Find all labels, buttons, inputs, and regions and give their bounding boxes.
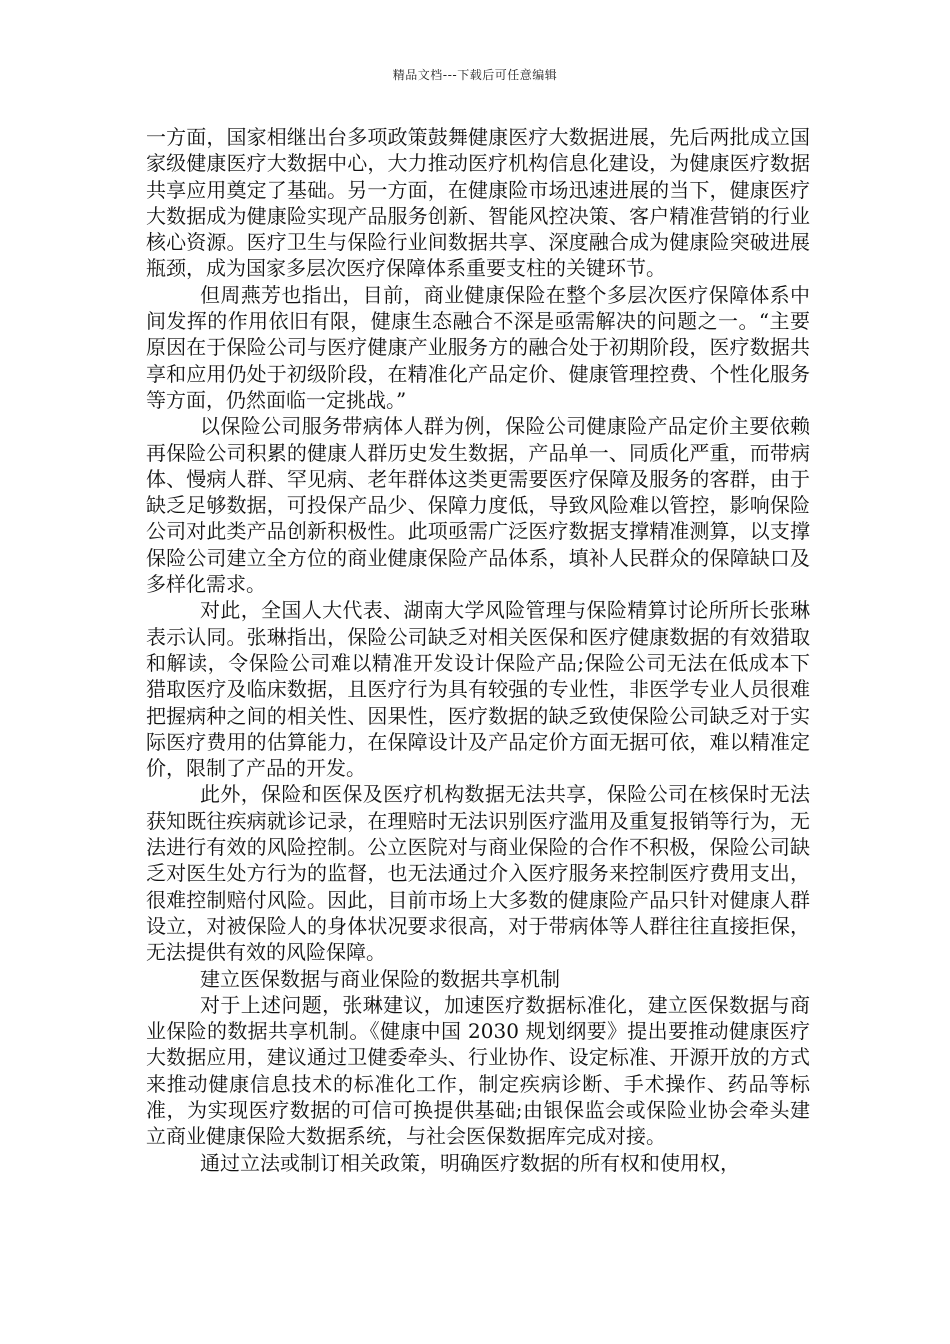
section-heading: 建立医保数据与商业保险的数据共享机制 (200, 966, 560, 991)
paragraph-7: 通过立法或制订相关政策，明确医疗数据的所有权和使用权， (200, 1150, 740, 1175)
paragraph-1: 一方面，国家相继出台多项政策鼓舞健康医疗大数据进展，先后两批成立国家级健康医疗大数据中心，大力推动医疗机构信息化建设，为健康医疗数据共享应用奠定了基础。另一方面，在健康险市场迅速进展的当下，健康医疗大数据成为健康险实现产品服务创新、智能风控决策、客户精准营销的行业核心资源。医疗卫生与保险行业间数据共享、深度融合成为健康险突破进展瓶颈，成为国家多层次医疗保障体系重要支柱的关键环节。 (146, 125, 810, 281)
paragraph-6: 对于上述问题，张琳建议，加速医疗数据标准化，建立医保数据与商业保险的数据共享机制。《健康中国 2030 规划纲要》提出要推动健康医疗大数据应用，建议通过卫健委牵头、行业协作、设定标准、开源开放的方式来推动健康信息技术的标准化工作，制定疾病诊断、手术操作、药品等标准，为实现医疗数据的可信可换提供基础;由银保监会或保险业协会牵头建立商业健康保险大数据系统，与社会医保数据库完成对接。 (146, 992, 810, 1149)
page-header: 精品文档---下载后可任意编辑 (392, 68, 558, 82)
paragraph-5: 此外，保险和医保及医疗机构数据无法共享，保险公司在核保时无法获知既往疾病就诊记录，在理赔时无法识别医疗滥用及重复报销等行为，无法进行有效的风险控制。公立医院对与商业保险的合作不积极，保险公司缺乏对医生处方行为的监督，也无法通过介入医疗服务来控制医疗费用支出，很难控制赔付风险。因此，目前市场上大多数的健康险产品只针对健康人群设立，对被保险人的身体状况要求很高，对于带病体等人群往往直接拒保，无法提供有效的风险保障。 (146, 782, 810, 965)
paragraph-2: 但周燕芳也指出，目前，商业健康保险在整个多层次医疗保障体系中间发挥的作用依旧有限，健康生态融合不深是亟需解决的问题之一。“主要原因在于保险公司与医疗健康产业服务方的融合处于初期阶段，医疗数据共享和应用仍处于初级阶段，在精准化产品定价、健康管理控费、个性化服务等方面，仍然面临一定挑战。” (146, 282, 810, 412)
paragraph-4: 对此，全国人大代表、湖南大学风险管理与保险精算讨论所所长张琳表示认同。张琳指出，保险公司缺乏对相关医保和医疗健康数据的有效猎取和解读，令保险公司难以精准开发设计保险产品;保险公司无法在低成本下猎取医疗及临床数据，且医疗行为具有较强的专业性，非医学专业人员很难把握病种之间的相关性、因果性，医疗数据的缺乏致使保险公司缺乏对于实际医疗费用的估算能力，在保障设计及产品定价方面无据可依，难以精准定价，限制了产品的开发。 (146, 598, 810, 781)
document-body (146, 124, 810, 1176)
paragraph-3: 以保险公司服务带病体人群为例，保险公司健康险产品定价主要依赖再保险公司积累的健康人群历史发生数据，产品单一、同质化严重，而带病体、慢病人群、罕见病、老年群体这类更需要医疗保障及服务的客群，由于缺乏足够数据，可投保产品少、保障力度低，导致风险难以管控，影响保险公司对此类产品创新积极性。此项亟需广泛医疗数据支撑精准测算，以支撑保险公司建立全方位的商业健康保险产品体系，填补人民群众的保障缺口及多样化需求。 (146, 414, 810, 597)
